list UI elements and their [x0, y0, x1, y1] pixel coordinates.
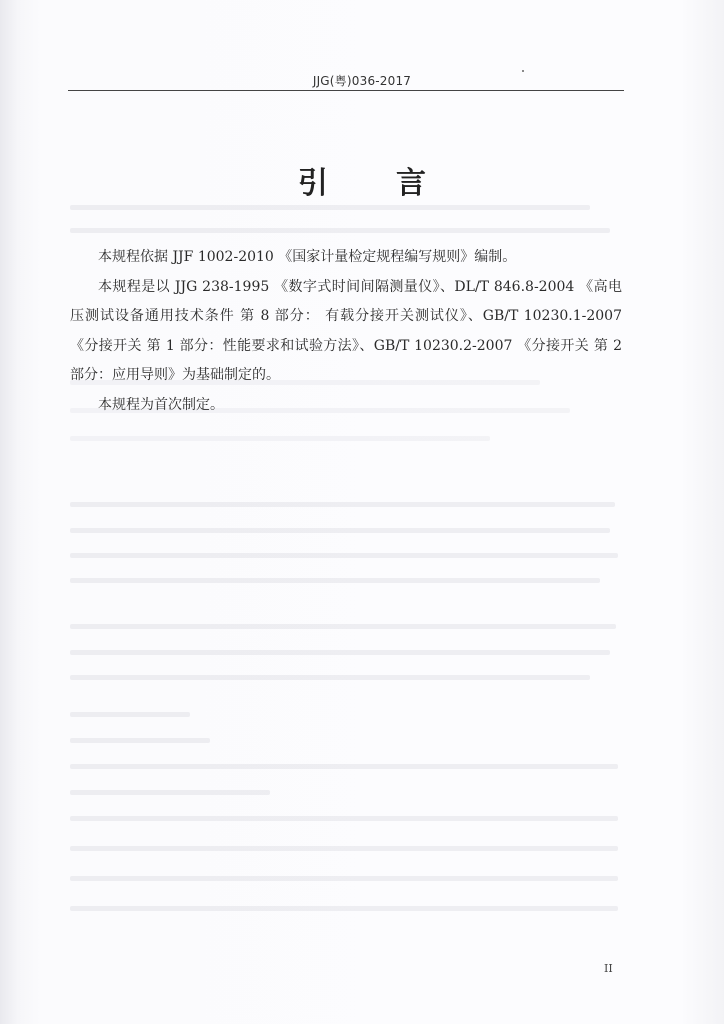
- bleed-through-line: [70, 712, 190, 717]
- bleed-through-line: [70, 228, 610, 233]
- bleed-through-line: [70, 205, 590, 210]
- bleed-through-line: [70, 876, 618, 881]
- bleed-through-line: [70, 528, 610, 533]
- paragraph: 本规程为首次制定。: [98, 396, 224, 413]
- header-rule: [68, 90, 624, 91]
- bleed-through-line: [70, 650, 610, 655]
- bleed-through-line: [70, 578, 600, 583]
- bleed-through-line: [70, 738, 210, 743]
- bleed-through-line: [70, 846, 618, 851]
- bleed-through-line: [70, 624, 616, 629]
- body-text: [70, 243, 622, 420]
- bleed-through-line: [70, 790, 270, 795]
- bleed-through-line: [70, 436, 490, 441]
- bleed-through-line: [70, 816, 618, 821]
- paragraph: 本规程依据 JJF 1002-2010 《国家计量检定规程编写规则》编制。: [98, 249, 517, 265]
- bleed-through-line: [70, 675, 590, 680]
- bleed-through-line: [70, 553, 618, 558]
- paragraph: 本规程是以 JJG 238-1995 《数字式时间间隔测量仪》、DL/T 846.8-2004 《高电压测试设备通用技术条件 第 8 部分： 有载分接开关测试仪》、GB/T 10230.1-2007 《分接开关 第 1 部分：性能要求和试验方法》、GB/T 10230.2-2007 《分接开关 第 2 部分：应用导则》为基础制定的。: [70, 278, 622, 383]
- page-title: 引言: [298, 166, 494, 201]
- bleed-through-line: [70, 906, 618, 911]
- page-number: II: [604, 962, 613, 975]
- bleed-through-line: [70, 764, 618, 769]
- document-code: JJG(粤)036-2017: [312, 74, 412, 88]
- bleed-through-line: [70, 502, 615, 507]
